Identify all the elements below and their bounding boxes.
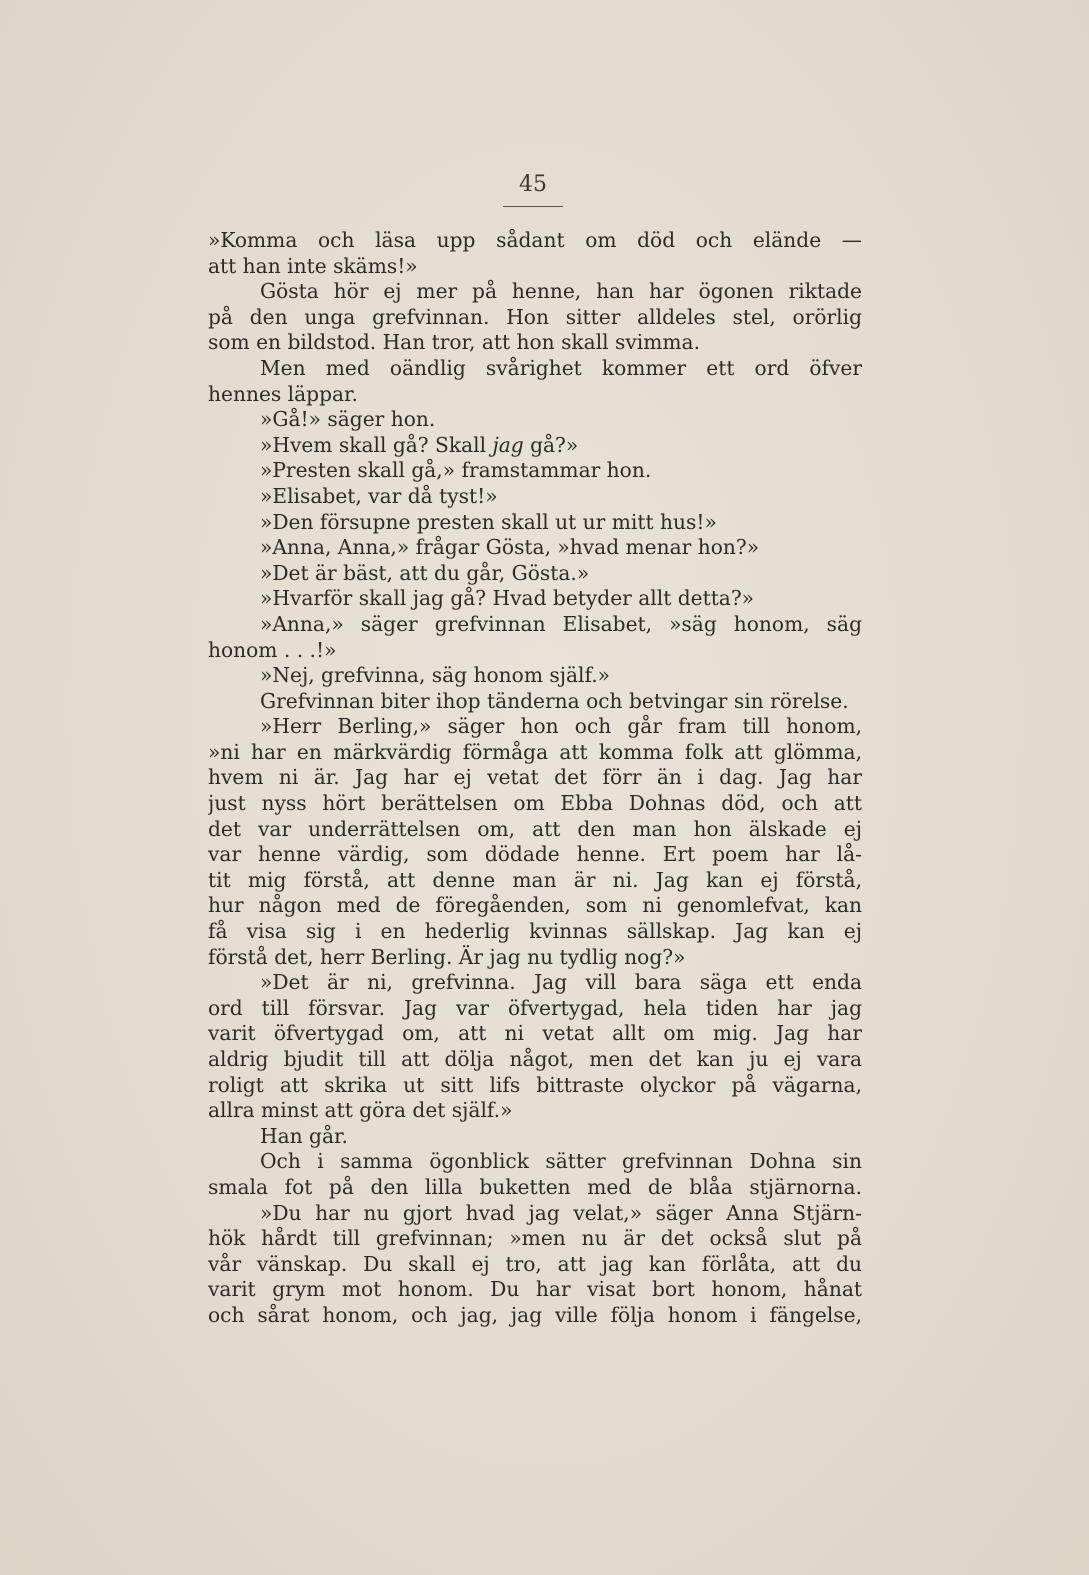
text-line: »Hvarför skall jag gå? Hvad betyder allt detta?» — [260, 586, 755, 611]
text-line: att han inte skäms!» — [208, 253, 418, 278]
text-line: Och i samma ögonblick sätter grefvinnan Dohna sin — [260, 1149, 862, 1174]
text-line: »Den försupne presten skall ut ur mitt hus!» — [260, 509, 717, 534]
text-line: hvem ni är. Jag har ej vetat det förr än i dag. Jag har — [208, 765, 862, 790]
text-line: Men med oändlig svårighet kommer ett ord öfver — [260, 355, 862, 380]
text-line: hennes läppar. — [208, 381, 358, 406]
text-line: »Anna,» säger grefvinnan Elisabet, »säg honom, säg — [260, 611, 862, 636]
text-line: varit öfvertygad om, att ni vetat allt om mig. Jag har — [208, 1021, 862, 1046]
text-line: ord till försvar. Jag var öfvertygad, hela tiden har jag — [208, 995, 862, 1020]
text-line: allra minst att göra det själf.» — [208, 1098, 513, 1123]
text-line: på den unga grefvinnan. Hon sitter alldeles stel, orörlig — [208, 304, 862, 329]
text-line: smala fot på den lilla buketten med de blåa stjärnorna. — [208, 1174, 862, 1199]
text-segment: gå?» — [523, 432, 579, 457]
text-line: hök hårdt till grefvinnan; »men nu är det också slut på — [208, 1226, 862, 1251]
italic-emphasis: jag — [492, 432, 524, 457]
body-text — [208, 228, 862, 1329]
text-line: honom . . .!» — [208, 637, 337, 662]
text-line: »Nej, grefvinna, säg honom själf.» — [260, 663, 611, 688]
text-line: »Komma och läsa upp sådant om död och elände — — [208, 228, 862, 252]
text-line: Han går. — [260, 1123, 348, 1148]
text-line: aldrig bjudit till att dölja något, men det kan ju ej vara — [208, 1047, 862, 1071]
text-line: »Elisabet, var då tyst!» — [260, 483, 498, 508]
text-line: »Anna, Anna,» frågar Gösta, »hvad menar hon?» — [260, 535, 760, 560]
text-line: tit mig förstå, att denne man är ni. Jag kan ej förstå, — [208, 867, 862, 892]
text-line: Gösta hör ej mer på henne, han har ögonen riktade — [260, 279, 862, 304]
text-line: »ni har en märkvärdig förmåga att komma folk att glömma, — [208, 739, 862, 764]
text-line: varit grym mot honom. Du har visat bort honom, hånat — [208, 1277, 862, 1302]
text-line: hur någon med de föregåenden, som ni genomlefvat, kan — [208, 893, 862, 918]
text-line: som en bildstod. Han tror, att hon skall svimma. — [208, 330, 700, 355]
text-segment: »Hvem skall gå? Skall — [260, 432, 493, 457]
text-line: »Gå!» säger hon. — [260, 407, 436, 432]
text-line — [208, 433, 862, 459]
text-line: var henne värdig, som dödade henne. Ert poem har lå- — [208, 842, 862, 867]
page-number-rule — [503, 206, 563, 207]
text-line: få visa sig i en hederlig kvinnas sällskap. Jag kan ej — [208, 919, 862, 944]
text-line: förstå det, herr Berling. Är jag nu tydlig nog?» — [208, 944, 686, 969]
text-line: just nyss hört berättelsen om Ebba Dohnas död, och att — [208, 791, 862, 816]
text-line: »Herr Berling,» säger hon och går fram till honom, — [260, 714, 862, 739]
text-line: »Du har nu gjort hvad jag velat,» säger Anna Stjärn- — [260, 1200, 862, 1225]
text-line: det var underrättelsen om, att den man hon älskade ej — [208, 816, 862, 841]
text-line: »Det är bäst, att du går, Gösta.» — [260, 560, 590, 585]
text-line: roligt att skrika ut sitt lifs bittraste olyckor på vägarna, — [208, 1072, 862, 1097]
page-number: 45 — [519, 172, 547, 197]
text-line: vår vänskap. Du skall ej tro, att jag kan förlåta, att du — [208, 1251, 862, 1276]
text-line: »Det är ni, grefvinna. Jag vill bara säga ett enda — [260, 970, 862, 995]
text-line: »Presten skall gå,» framstammar hon. — [260, 458, 652, 483]
text-line: Grefvinnan biter ihop tänderna och betvingar sin rörelse. — [260, 688, 849, 713]
text-line: och sårat honom, och jag, jag ville följa honom i fängelse, — [208, 1302, 862, 1327]
